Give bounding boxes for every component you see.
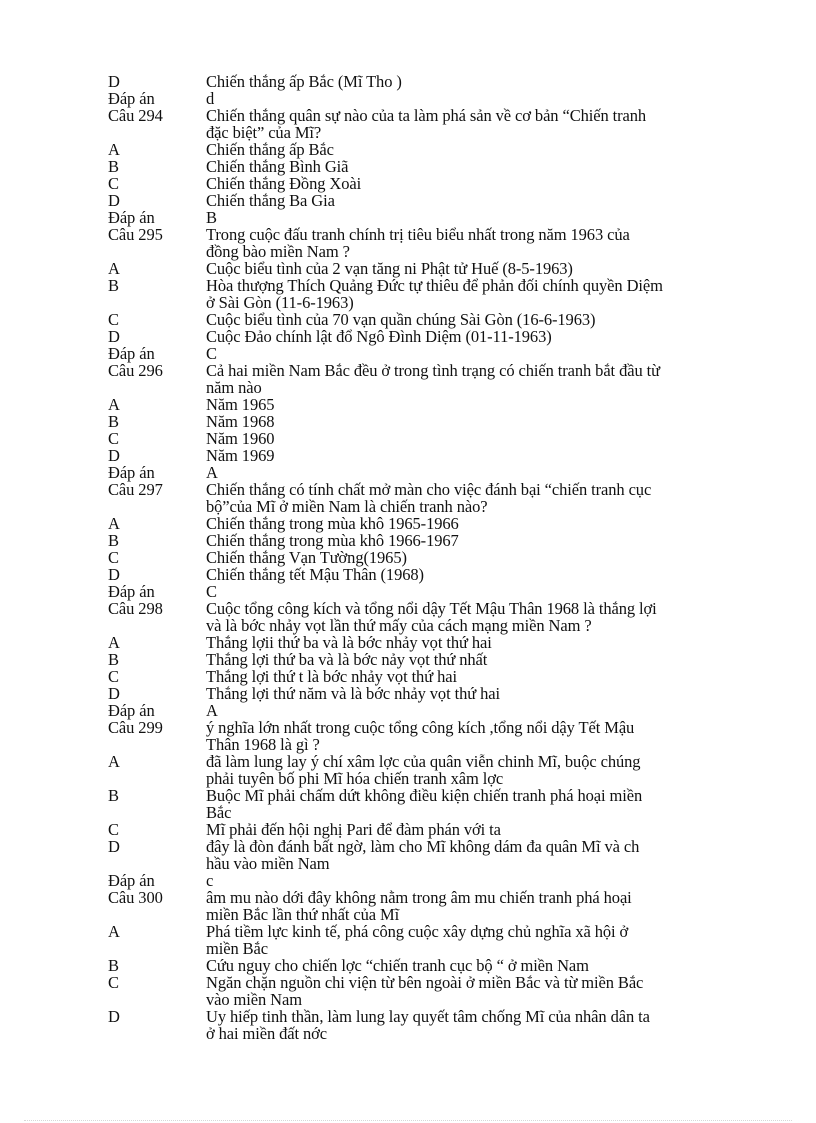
- option-text: [206, 141, 758, 158]
- option-text: [206, 974, 758, 1008]
- option-row: [108, 974, 758, 1008]
- option-text: [206, 158, 758, 175]
- answer-value: [206, 872, 758, 889]
- text-line: Chiến thắng Đồng Xoài: [206, 174, 362, 193]
- text-line: Thắng lợii thứ ba và là bớc nhảy vọt thứ hai: [206, 633, 492, 652]
- option-row: [108, 566, 758, 583]
- text-line: Năm 1969: [206, 446, 275, 465]
- option-letter: C: [108, 548, 119, 567]
- option-text: [206, 651, 758, 668]
- answer-row: [108, 90, 758, 107]
- text-line: Cuộc tổng công kích và tổng nổi dậy Tết Mậu Thân 1968 là thắng lợi: [206, 599, 657, 618]
- text-line: Chiến thắng có tính chất mở màn cho việc đánh bại “chiến tranh cục: [206, 480, 652, 499]
- answer-value: [206, 209, 758, 226]
- answer-row: [108, 345, 758, 362]
- option-row: [108, 396, 758, 413]
- text-line: năm nào: [206, 378, 262, 397]
- option-letter: A: [108, 395, 120, 414]
- text-line: phải tuyên bố phi Mĩ hóa chiến tranh xâm lợc: [206, 769, 504, 788]
- option-letter: B: [108, 531, 119, 550]
- question-row: [108, 600, 758, 634]
- answer-value: [206, 90, 758, 107]
- question-number: Câu 298: [108, 599, 163, 618]
- option-text: [206, 549, 758, 566]
- option-letter: B: [108, 786, 119, 805]
- text-line: Thắng lợi thứ ba và là bớc nảy vọt thứ nhất: [206, 650, 488, 669]
- option-row: [108, 838, 758, 872]
- option-letter: A: [108, 922, 120, 941]
- option-text: [206, 192, 758, 209]
- option-letter: D: [108, 837, 120, 856]
- option-letter: C: [108, 174, 119, 193]
- question-number: Câu 296: [108, 361, 163, 380]
- answer-value: [206, 702, 758, 719]
- option-row: [108, 328, 758, 345]
- text-line: Thân 1968 là gì ?: [206, 735, 320, 754]
- option-text: [206, 175, 758, 192]
- option-letter: A: [108, 140, 120, 159]
- option-row: [108, 532, 758, 549]
- option-text: [206, 73, 758, 90]
- text-line: Mĩ phải đến hội nghị Pari để đàm phán với ta: [206, 820, 501, 839]
- question-text: [206, 889, 758, 923]
- option-text: [206, 430, 758, 447]
- option-text: [206, 447, 758, 464]
- answer-label: Đáp án: [108, 463, 155, 482]
- text-line: Chiến thắng trong mùa khô 1965-1966: [206, 514, 459, 533]
- option-row: [108, 634, 758, 651]
- text-line: d: [206, 89, 215, 108]
- text-line: đặc biệt” của Mĩ?: [206, 123, 322, 142]
- text-line: ở Sài Gòn (11-6-1963): [206, 293, 354, 312]
- text-line: Chiến thắng tết Mậu Thân (1968): [206, 565, 424, 584]
- answer-value: [206, 464, 758, 481]
- text-line: C: [206, 344, 217, 363]
- answer-label: Đáp án: [108, 871, 155, 890]
- option-row: [108, 277, 758, 311]
- text-line: C: [206, 582, 217, 601]
- question-text: [206, 107, 758, 141]
- text-line: c: [206, 871, 214, 890]
- option-row: [108, 787, 758, 821]
- option-text: [206, 1008, 758, 1042]
- answer-row: [108, 872, 758, 889]
- option-text: [206, 515, 758, 532]
- option-letter: D: [108, 72, 120, 91]
- question-text: [206, 226, 758, 260]
- option-letter: C: [108, 667, 119, 686]
- option-letter: C: [108, 973, 119, 992]
- question-text: [206, 600, 758, 634]
- option-letter: A: [108, 633, 120, 652]
- answer-row: [108, 464, 758, 481]
- text-line: Hòa thượng Thích Quảng Đức tự thiêu để phản đối chính quyền Diệm: [206, 276, 663, 295]
- text-line: Cả hai miền Nam Bắc đều ở trong tình trạng có chiến tranh bắt đầu từ: [206, 361, 660, 380]
- option-letter: C: [108, 310, 119, 329]
- option-text: [206, 787, 758, 821]
- text-line: vào miền Nam: [206, 990, 302, 1009]
- question-number: Câu 294: [108, 106, 163, 125]
- option-letter: A: [108, 259, 120, 278]
- answer-label: Đáp án: [108, 701, 155, 720]
- option-row: [108, 515, 758, 532]
- option-row: [108, 549, 758, 566]
- option-row: [108, 753, 758, 787]
- text-line: Cứu nguy cho chiến lợc “chiến tranh cục bộ “ ở miền Nam: [206, 956, 589, 975]
- answer-value: [206, 583, 758, 600]
- answer-label: Đáp án: [108, 89, 155, 108]
- text-line: đồng bào miền Nam ?: [206, 242, 350, 261]
- option-row: [108, 821, 758, 838]
- text-line: Cuộc Đảo chính lật đổ Ngô Đình Diệm (01-11-1963): [206, 327, 552, 346]
- option-text: [206, 685, 758, 702]
- answer-value: [206, 345, 758, 362]
- text-line: Cuộc biểu tình của 70 vạn quần chúng Sài Gòn (16-6-1963): [206, 310, 596, 329]
- option-text: [206, 668, 758, 685]
- option-row: [108, 192, 758, 209]
- text-line: ở hai miền đất nớc: [206, 1024, 328, 1043]
- answer-label: Đáp án: [108, 208, 155, 227]
- text-line: Thắng lợi thứ năm và là bớc nhảy vọt thứ hai: [206, 684, 500, 703]
- question-text: [206, 481, 758, 515]
- option-letter: A: [108, 752, 120, 771]
- text-line: Năm 1960: [206, 429, 275, 448]
- answer-row: [108, 209, 758, 226]
- question-row: [108, 226, 758, 260]
- text-line: Chiến thắng Bình Giã: [206, 157, 349, 176]
- option-letter: D: [108, 1007, 120, 1026]
- option-text: [206, 532, 758, 549]
- answer-row: [108, 702, 758, 719]
- text-line: miền Bắc: [206, 939, 268, 958]
- option-row: [108, 668, 758, 685]
- question-row: [108, 362, 758, 396]
- question-list: [108, 73, 758, 1042]
- option-letter: B: [108, 157, 119, 176]
- question-text: [206, 362, 758, 396]
- option-text: [206, 838, 758, 872]
- option-text: [206, 413, 758, 430]
- question-row: [108, 107, 758, 141]
- option-row: [108, 430, 758, 447]
- option-text: [206, 566, 758, 583]
- option-text: [206, 311, 758, 328]
- option-text: [206, 821, 758, 838]
- text-line: Năm 1965: [206, 395, 275, 414]
- option-row: [108, 73, 758, 90]
- option-text: [206, 923, 758, 957]
- text-line: Chiến thắng trong mùa khô 1966-1967: [206, 531, 459, 550]
- option-row: [108, 1008, 758, 1042]
- option-row: [108, 447, 758, 464]
- text-line: miền Bắc lần thứ nhất của Mĩ: [206, 905, 400, 924]
- option-row: [108, 158, 758, 175]
- text-line: Chiến thắng quân sự nào của ta làm phá sản về cơ bản “Chiến tranh: [206, 106, 647, 125]
- question-row: [108, 889, 758, 923]
- option-row: [108, 311, 758, 328]
- text-line: A: [206, 701, 218, 720]
- answer-label: Đáp án: [108, 344, 155, 363]
- option-row: [108, 260, 758, 277]
- option-letter: B: [108, 276, 119, 295]
- text-line: A: [206, 463, 218, 482]
- text-line: Trong cuộc đấu tranh chính trị tiêu biểu nhất trong năm 1963 của: [206, 225, 630, 244]
- question-number: Câu 299: [108, 718, 163, 737]
- option-letter: D: [108, 684, 120, 703]
- text-line: đã làm lung lay ý chí xâm lợc của quân viễn chinh Mĩ, buộc chúng: [206, 752, 641, 771]
- option-row: [108, 685, 758, 702]
- text-line: âm mu nào dới đây không nằm trong âm mu chiến tranh phá hoại: [206, 888, 632, 907]
- option-text: [206, 396, 758, 413]
- option-row: [108, 957, 758, 974]
- option-text: [206, 260, 758, 277]
- text-line: Chiến thắng Ba Gia: [206, 191, 335, 210]
- question-text: [206, 719, 758, 753]
- option-letter: D: [108, 446, 120, 465]
- question-number: Câu 295: [108, 225, 163, 244]
- option-letter: C: [108, 820, 119, 839]
- text-line: Buộc Mĩ phải chấm dứt không điều kiện chiến tranh phá hoại miền: [206, 786, 643, 805]
- option-row: [108, 651, 758, 668]
- answer-label: Đáp án: [108, 582, 155, 601]
- option-letter: B: [108, 650, 119, 669]
- text-line: Chiến thắng Vạn Tường(1965): [206, 548, 407, 567]
- option-letter: B: [108, 956, 119, 975]
- question-number: Câu 300: [108, 888, 163, 907]
- text-line: và là bớc nhảy vọt lần thứ mấy của cách mạng miền Nam ?: [206, 616, 592, 635]
- text-line: Phá tiềm lực kinh tế, phá công cuộc xây dựng chủ nghĩa xã hội ở: [206, 922, 629, 941]
- option-letter: B: [108, 412, 119, 431]
- option-text: [206, 277, 758, 311]
- option-letter: D: [108, 191, 120, 210]
- text-line: Cuộc biểu tình của 2 vạn tăng ni Phật tử Huế (8-5-1963): [206, 259, 573, 278]
- text-line: đây là đòn đánh bất ngờ, làm cho Mĩ không dám đa quân Mĩ và ch: [206, 837, 640, 856]
- text-line: bộ”của Mĩ ở miền Nam là chiến tranh nào?: [206, 497, 488, 516]
- text-line: Chiến thắng ấp Bắc: [206, 140, 334, 159]
- text-line: Năm 1968: [206, 412, 275, 431]
- text-line: Bắc: [206, 803, 232, 822]
- question-number: Câu 297: [108, 480, 163, 499]
- text-line: ý nghĩa lớn nhất trong cuộc tổng công kích ,tổng nổi dậy Tết Mậu: [206, 718, 635, 737]
- text-line: Ngăn chặn nguồn chi viện từ bên ngoài ở miền Bắc và từ miền Bắc: [206, 973, 644, 992]
- option-text: [206, 957, 758, 974]
- text-line: Thắng lợi thứ t là bớc nhảy vọt thứ hai: [206, 667, 457, 686]
- option-letter: A: [108, 514, 120, 533]
- option-row: [108, 923, 758, 957]
- option-row: [108, 141, 758, 158]
- text-line: B: [206, 208, 217, 227]
- option-letter: C: [108, 429, 119, 448]
- option-text: [206, 753, 758, 787]
- option-row: [108, 175, 758, 192]
- option-row: [108, 413, 758, 430]
- option-text: [206, 634, 758, 651]
- answer-row: [108, 583, 758, 600]
- text-line: Uy hiếp tinh thần, làm lung lay quyết tâm chống Mĩ của nhân dân ta: [206, 1007, 650, 1026]
- text-line: Chiến thắng ấp Bắc (Mĩ Tho ): [206, 72, 402, 91]
- option-letter: D: [108, 565, 120, 584]
- page-bottom-rule: [24, 1120, 792, 1121]
- question-row: [108, 719, 758, 753]
- question-row: [108, 481, 758, 515]
- option-letter: D: [108, 327, 120, 346]
- text-line: hầu vào miền Nam: [206, 854, 330, 873]
- option-text: [206, 328, 758, 345]
